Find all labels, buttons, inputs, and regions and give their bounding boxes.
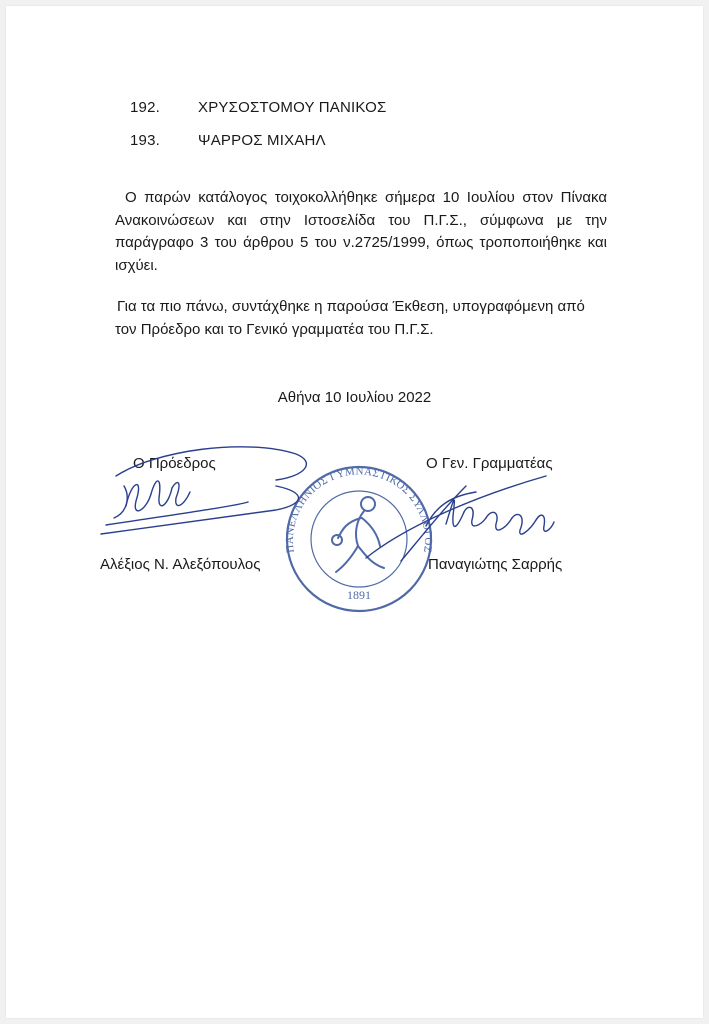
president-name: Αλέξιος Ν. Αλεξόπουλος: [100, 556, 261, 573]
report-paragraph: Για τα πιο πάνω, συντάχθηκε η παρούσα Έκθεση, υπογραφόμενη από τον Πρόεδρο και το Γενικό γραμματέα του Π.Γ.Σ.: [115, 298, 585, 338]
secretary-role: Ο Γεν. Γραμματέας: [426, 455, 553, 472]
svg-text:ΠΑΝΕΛΛΗΝΙΟΣ ΓΥΜΝΑΣΤΙΚΟΣ ΣΥΛΛΟΓ: [284, 465, 434, 553]
notice-paragraph: Ο παρών κατάλογος τοιχοκολλήθηκε σήμερα 10 Ιουλίου στον Πίνακα Ανακοινώσεων και στην Ιστοσελίδα του Π.Γ.Σ., σύμφωνα με την παράγραφο 3 του άρθρου 5 του ν.2725/1999, όπως τροποποιήθηκε και ισχύει.: [115, 189, 607, 274]
list-number: 192.: [130, 99, 160, 116]
list-number: 193.: [130, 132, 160, 149]
discus-thrower-icon: [332, 497, 384, 572]
list-name: ΨΑΡΡΟΣ ΜΙΧΑΗΛ: [198, 132, 326, 149]
secretary-signature: [366, 476, 554, 561]
stamp-text: ΠΑΝΕΛΛΗΝΙΟΣ ΓΥΜΝΑΣΤΙΚΟΣ ΣΥΛΛΟΓΟΣ: [283, 465, 435, 554]
list-name: ΧΡΥΣΟΣΤΟΜΟΥ ΠΑΝΙΚΟΣ: [198, 99, 387, 116]
signatures-and-stamp: [6, 6, 703, 1018]
president-role: Ο Πρόεδρος: [133, 455, 216, 472]
stamp-year: 1891: [347, 588, 371, 602]
stamp-seal: [284, 465, 434, 611]
place-date: Αθήνα 10 Ιουλίου 2022: [277, 389, 432, 406]
president-signature: [101, 447, 306, 534]
secretary-name: Παναγιώτης Σαρρής: [428, 556, 563, 573]
document-page: [6, 6, 703, 1018]
